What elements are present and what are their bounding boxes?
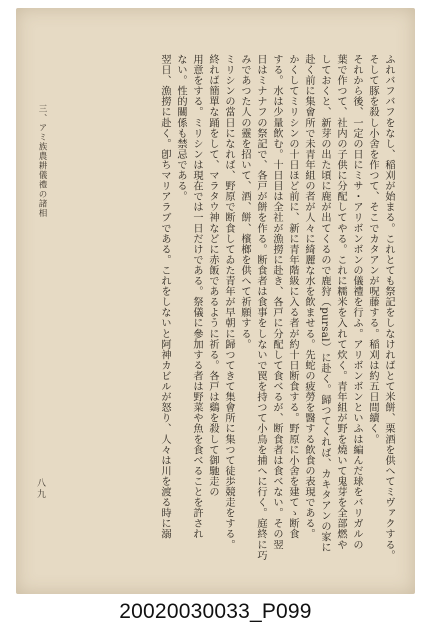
text-line: 終れば簡單な踊をして、マラタウ神などに赤飯であるように祈る。各戸は鷄を殺して御馳走の xyxy=(207,54,218,498)
text-line: それから後、一定の日にミサ・アリボンボンの儀禮を行ふ。アリボンボンといふは編んだ球をバリガルの xyxy=(351,54,362,550)
text-line: しておくと、新芽の出た頃に鹿が出てくるので鹿狩（pursal）に赴く。歸つてくれば、カキタアンの家に xyxy=(319,54,330,553)
page-number: 八九 xyxy=(35,478,45,500)
text-line: 用意をする。ミリシンは現在では一日だけである。祭儀に參加する者は野菜や魚を食べることを許され xyxy=(191,54,202,540)
image-id-caption: 20020030033_P099 xyxy=(119,600,312,623)
text-line: 日はミナナフの祭記で、各戸が餅を作る。断食者は食事をしないで罠を持つて小鳥を捕へに行く。庭終に巧 xyxy=(255,54,266,561)
text-line: ふれバフバフをなし、稲刈が始まる。これとても祭記をしなければとて米餅、栗酒を供へてミヴァクする。 xyxy=(383,54,394,561)
text-line: かくしてミリシンの十日ほど前に、新に青年階級に入る者が約十日断食する。野原に小舍を建てゝ断食 xyxy=(287,54,298,540)
running-header: 三、アミ族農耕儀禮の諸相 xyxy=(37,104,47,218)
document-page xyxy=(16,8,415,594)
body-text xyxy=(60,54,396,564)
text-line: 赴く前に集會所で未青年組の者が人々に綺麗な水を飲ませる。先蛇の疲勞を醫する飲食の表現である。 xyxy=(303,54,314,540)
text-line: 翌日、漁撈に赴く。卽ちマリアラブである。これをしないと阿神カビルが怒り、人々は川を渡る時に溺 xyxy=(159,54,170,540)
text-line: ミリシンの當日になれば、野原で断食してゐた青年が早朝に歸つてきて集會所に集つて徒歩競走をする。 xyxy=(223,54,234,550)
text-line: そして豚を殺し小舍を作つて、そこでカタアンが呪藤する。稲刈は約五日間續く。 xyxy=(367,54,378,445)
text-line: みであつた人の靈を招いて、酒、餅、檳榔を供へて祈願する。 xyxy=(239,54,250,350)
text-line: する。水は少量飲む。十日目は全社が漁撈に赴き、各戸に分配して食べるが、断食者は食べない。その翌 xyxy=(271,54,282,550)
text-line: ない。性的關係も禁忌である。 xyxy=(175,54,186,202)
text-line: 葉で作つて、社内の子供に分配してやる。これに糯米を入れて炊く。青年組が野を燒いて鬼芽を全部燃や xyxy=(335,54,346,550)
